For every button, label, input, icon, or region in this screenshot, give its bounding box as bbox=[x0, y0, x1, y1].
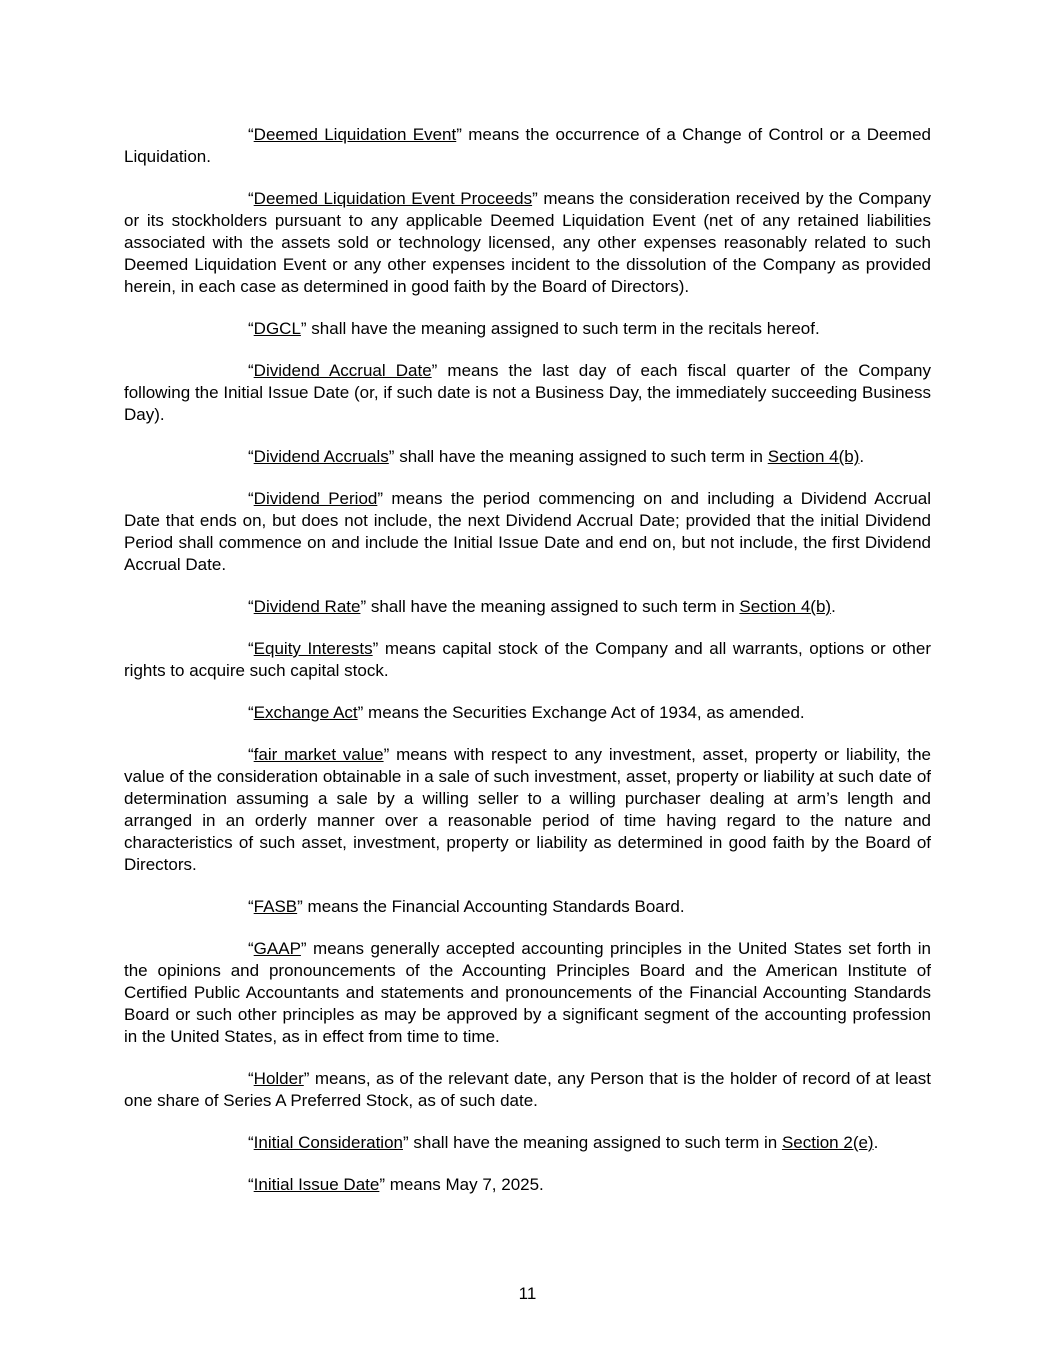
definition-tail: . bbox=[831, 597, 836, 616]
definition-text: means generally accepted accounting principles in the United States set forth in the opinions and pronouncements of the Accounting Principles Board and the American Institute of Certified Public Accountants and statements and pronouncements of the Financial Accounting Standards Board or such other principles as may be approved by a significant segment of the accounting profession in the United States, as in effect from time to time. bbox=[124, 939, 931, 1046]
defined-term: Deemed Liquidation Event Proceeds bbox=[253, 189, 533, 208]
definition-text: shall have the meaning assigned to such term in the recitals hereof. bbox=[306, 319, 820, 338]
definition-text: means capital stock of the Company and all warrants, options or other rights to acquire such capital stock. bbox=[124, 639, 931, 680]
definition-paragraph: “Exchange Act” means the Securities Exchange Act of 1934, as amended. bbox=[248, 703, 805, 722]
definition-text: means the consideration received by the Company or its stockholders pursuant to any applicable Deemed Liquidation Event (net of any retained liabilities associated with the assets sold or technology licensed, any other expenses reasonably related to such Deemed Liquidation Event or any other expenses incident to the dissolution of the Company as provided herein, in each case as determined in good faith by the Board of Directors). bbox=[124, 189, 931, 296]
section-reference: Section 4(b) bbox=[739, 597, 832, 616]
section-reference: Section 2(e) bbox=[781, 1133, 874, 1152]
definition-text: means the last day of each fiscal quarter of the Company following the Initial Issue Date (or, if such date is not a Business Day, the immediately succeeding Business Day). bbox=[124, 361, 931, 424]
defined-term: Dividend Period bbox=[253, 489, 378, 508]
defined-term: GAAP bbox=[253, 939, 301, 958]
definition-paragraph: “DGCL” shall have the meaning assigned to such term in the recitals hereof. bbox=[248, 319, 820, 338]
page-number: 11 bbox=[518, 1284, 537, 1303]
definition-tail: . bbox=[873, 1133, 879, 1152]
definition-text: means May 7, 2025. bbox=[385, 1175, 544, 1194]
definition-paragraph: “FASB” means the Financial Accounting Standards Board. bbox=[248, 897, 685, 916]
defined-term: fair market value bbox=[253, 745, 384, 764]
definition-paragraph: “Dividend Accruals” shall have the meaning assigned to such term in Section 4(b). bbox=[248, 447, 865, 466]
defined-term: Holder bbox=[253, 1069, 304, 1088]
defined-term: Exchange Act bbox=[253, 703, 358, 722]
definition-paragraph: “Dividend Accrual Date” means the last day of each fiscal quarter of the Company following the Initial Issue Date (or, if such date is not a Business Day, the immediately succeeding Business Day). bbox=[124, 361, 931, 424]
defined-term: Dividend Rate bbox=[253, 597, 361, 616]
definition-text: means the period commencing on and including a Dividend Accrual Date that ends on, but does not include, the next Dividend Accrual Date; provided that the initial Dividend Period shall commence on and include the Initial Issue Date and end on, but not include, the first Dividend Accrual Date. bbox=[124, 489, 931, 574]
definition-text: means the occurrence of a Change of Control or a Deemed Liquidation. bbox=[124, 125, 931, 166]
definition-paragraph: “Holder” means, as of the relevant date, any Person that is the holder of record of at least one share of Series A Preferred Stock, as of such date. bbox=[124, 1069, 931, 1110]
defined-term: Dividend Accruals bbox=[253, 447, 389, 466]
definition-paragraph: “Deemed Liquidation Event Proceeds” means the consideration received by the Company or its stockholders pursuant to any applicable Deemed Liquidation Event (net of any retained liabilities associated with the assets sold or technology licensed, any other expenses reasonably related to such Deemed Liquidation Event or any other expenses incident to the dissolution of the Company as provided herein, in each case as determined in good faith by the Board of Directors). bbox=[124, 189, 931, 296]
definition-text: means the Financial Accounting Standards Board. bbox=[302, 897, 685, 916]
definition-text: means the Securities Exchange Act of 1934, as amended. bbox=[363, 703, 805, 722]
definition-tail: . bbox=[859, 447, 865, 466]
definition-paragraph: “fair market value” means with respect to any investment, asset, property or liability, the value of the consideration obtainable in a sale of such investment, asset, property or liability at such date of determination assuming a sale by a willing seller to a willing purchaser dealing at arm’s length and arranged in an orderly manner over a reasonable period of time having regard to the nature and characteristics of such asset, investment, property or liability as determined in good faith by the Board of Directors. bbox=[124, 745, 931, 874]
defined-term: DGCL bbox=[253, 319, 301, 338]
definition-paragraph: “Equity Interests” means capital stock of the Company and all warrants, options or other rights to acquire such capital stock. bbox=[124, 639, 931, 680]
definition-paragraph: “Deemed Liquidation Event” means the occurrence of a Change of Control or a Deemed Liquidation. bbox=[124, 125, 931, 166]
document-body bbox=[124, 124, 931, 1216]
definition-text: means, as of the relevant date, any Person that is the holder of record of at least one share of Series A Preferred Stock, as of such date. bbox=[124, 1069, 931, 1110]
definition-text: shall have the meaning assigned to such term in bbox=[366, 597, 740, 616]
defined-term: Equity Interests bbox=[253, 639, 373, 658]
defined-term: Initial Issue Date bbox=[253, 1175, 380, 1194]
section-reference: Section 4(b) bbox=[767, 447, 860, 466]
definition-paragraph: “GAAP” means generally accepted accounting principles in the United States set forth in the opinions and pronouncements of the Accounting Principles Board and the American Institute of Certified Public Accountants and statements and pronouncements of the Financial Accounting Standards Board or such other principles as may be approved by a significant segment of the accounting profession in the United States, as in effect from time to time. bbox=[124, 939, 931, 1046]
definition-text: means with respect to any investment, asset, property or liability, the value of the consideration obtainable in a sale of such investment, asset, property or liability at such date of determination assuming a sale by a willing seller to a willing purchaser dealing at arm’s length and arranged in an orderly manner over a reasonable period of time having regard to the nature and characteristics of such asset, investment, property or liability as determined in good faith by the Board of Directors. bbox=[124, 745, 931, 874]
definition-paragraph: “Initial Consideration” shall have the meaning assigned to such term in Section 2(e). bbox=[248, 1133, 879, 1152]
definition-paragraph: “Dividend Period” means the period commencing on and including a Dividend Accrual Date that ends on, but does not include, the next Dividend Accrual Date; provided that the initial Dividend Period shall commence on and include the Initial Issue Date and end on, but not include, the first Dividend Accrual Date. bbox=[124, 489, 931, 574]
defined-term: Dividend Accrual Date bbox=[253, 361, 432, 380]
definition-paragraph: “Initial Issue Date” means May 7, 2025. bbox=[248, 1175, 544, 1194]
definition-text: shall have the meaning assigned to such term in bbox=[408, 1133, 782, 1152]
defined-term: Deemed Liquidation Event bbox=[253, 125, 457, 144]
defined-term: Initial Consideration bbox=[253, 1133, 403, 1152]
definition-text: shall have the meaning assigned to such term in bbox=[394, 447, 768, 466]
definition-paragraph: “Dividend Rate” shall have the meaning assigned to such term in Section 4(b). bbox=[248, 597, 836, 616]
defined-term: FASB bbox=[253, 897, 298, 916]
